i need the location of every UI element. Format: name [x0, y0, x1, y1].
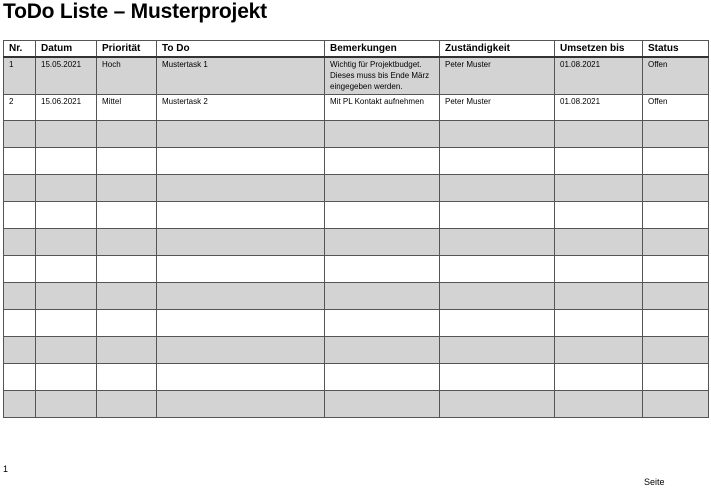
empty-cell	[4, 175, 36, 202]
todo-table	[3, 40, 709, 418]
table-row-empty	[4, 337, 709, 364]
empty-cell	[643, 310, 709, 337]
empty-cell	[440, 364, 555, 391]
empty-cell	[643, 256, 709, 283]
empty-cell	[325, 175, 440, 202]
footer-page-label: Seite	[644, 477, 665, 487]
empty-cell	[325, 283, 440, 310]
empty-cell	[36, 229, 97, 256]
empty-cell	[325, 256, 440, 283]
empty-cell	[157, 121, 325, 148]
empty-cell	[157, 310, 325, 337]
table-row-empty	[4, 175, 709, 202]
empty-cell	[325, 310, 440, 337]
empty-cell	[555, 364, 643, 391]
cell-umsetzen-bis: 01.08.2021	[555, 95, 643, 121]
table-row-empty	[4, 229, 709, 256]
empty-cell	[643, 121, 709, 148]
empty-cell	[555, 202, 643, 229]
column-header-bemerkungen: Bemerkungen	[325, 41, 440, 58]
empty-cell	[157, 256, 325, 283]
cell-prioritaet: Mittel	[97, 95, 157, 121]
empty-cell	[555, 121, 643, 148]
table-row-empty	[4, 310, 709, 337]
table-row-empty	[4, 202, 709, 229]
empty-cell	[157, 364, 325, 391]
column-header-zustaendigkeit: Zuständigkeit	[440, 41, 555, 58]
cell-zustaendigkeit: Peter Muster	[440, 95, 555, 121]
empty-cell	[643, 364, 709, 391]
empty-cell	[157, 337, 325, 364]
empty-cell	[440, 283, 555, 310]
table-row-empty	[4, 364, 709, 391]
empty-cell	[555, 148, 643, 175]
cell-nr: 1	[4, 57, 36, 95]
empty-cell	[4, 283, 36, 310]
empty-cell	[555, 229, 643, 256]
empty-cell	[4, 337, 36, 364]
empty-cell	[97, 364, 157, 391]
cell-prioritaet: Hoch	[97, 57, 157, 95]
empty-cell	[97, 121, 157, 148]
empty-cell	[325, 121, 440, 148]
empty-cell	[643, 229, 709, 256]
empty-cell	[440, 256, 555, 283]
empty-cell	[157, 148, 325, 175]
column-header-nr: Nr.	[4, 41, 36, 58]
empty-cell	[440, 202, 555, 229]
header-row	[4, 41, 709, 58]
empty-cell	[555, 310, 643, 337]
empty-rows	[4, 121, 709, 418]
empty-cell	[4, 202, 36, 229]
empty-cell	[325, 337, 440, 364]
cell-datum: 15.05.2021	[36, 57, 97, 95]
empty-cell	[325, 229, 440, 256]
empty-cell	[440, 148, 555, 175]
column-header-prioritaet: Priorität	[97, 41, 157, 58]
empty-cell	[325, 391, 440, 418]
empty-cell	[36, 337, 97, 364]
empty-cell	[36, 175, 97, 202]
table-row	[4, 95, 709, 121]
empty-cell	[440, 391, 555, 418]
table-row-empty	[4, 283, 709, 310]
empty-cell	[36, 364, 97, 391]
empty-cell	[555, 283, 643, 310]
table-row	[4, 57, 709, 95]
cell-todo: Mustertask 2	[157, 95, 325, 121]
empty-cell	[157, 283, 325, 310]
cell-todo: Mustertask 1	[157, 57, 325, 95]
empty-cell	[643, 175, 709, 202]
empty-cell	[440, 310, 555, 337]
empty-cell	[440, 175, 555, 202]
page-title: ToDo Liste – Musterprojekt	[3, 0, 267, 23]
empty-cell	[97, 310, 157, 337]
cell-nr: 2	[4, 95, 36, 121]
empty-cell	[325, 364, 440, 391]
cell-zustaendigkeit: Peter Muster	[440, 57, 555, 95]
empty-cell	[325, 148, 440, 175]
empty-cell	[157, 202, 325, 229]
empty-cell	[4, 310, 36, 337]
empty-cell	[643, 391, 709, 418]
empty-cell	[643, 148, 709, 175]
empty-cell	[643, 337, 709, 364]
empty-cell	[555, 337, 643, 364]
empty-cell	[36, 256, 97, 283]
column-header-umsetzen-bis: Umsetzen bis	[555, 41, 643, 58]
column-header-todo: To Do	[157, 41, 325, 58]
empty-cell	[97, 175, 157, 202]
cell-status: Offen	[643, 95, 709, 121]
empty-cell	[157, 391, 325, 418]
empty-cell	[97, 337, 157, 364]
empty-cell	[4, 391, 36, 418]
empty-cell	[157, 229, 325, 256]
empty-cell	[97, 229, 157, 256]
empty-cell	[4, 229, 36, 256]
empty-cell	[36, 202, 97, 229]
empty-cell	[4, 121, 36, 148]
cell-datum: 15.06.2021	[36, 95, 97, 121]
empty-cell	[440, 229, 555, 256]
cell-status: Offen	[643, 57, 709, 95]
footer-page-number: 1	[3, 464, 9, 474]
cell-umsetzen-bis: 01.08.2021	[555, 57, 643, 95]
column-header-status: Status	[643, 41, 709, 58]
empty-cell	[643, 283, 709, 310]
empty-cell	[97, 391, 157, 418]
empty-cell	[36, 121, 97, 148]
empty-cell	[4, 256, 36, 283]
empty-cell	[97, 202, 157, 229]
cell-bemerkungen: Wichtig für Projektbudget. Dieses muss bis Ende März eingegeben werden.	[325, 57, 440, 95]
table-row-empty	[4, 391, 709, 418]
table-row-empty	[4, 256, 709, 283]
empty-cell	[36, 391, 97, 418]
empty-cell	[157, 175, 325, 202]
table-row-empty	[4, 121, 709, 148]
empty-cell	[555, 175, 643, 202]
empty-cell	[36, 310, 97, 337]
empty-cell	[4, 364, 36, 391]
empty-cell	[4, 148, 36, 175]
empty-cell	[325, 202, 440, 229]
empty-cell	[97, 256, 157, 283]
empty-cell	[97, 148, 157, 175]
empty-cell	[643, 202, 709, 229]
empty-cell	[36, 148, 97, 175]
empty-cell	[36, 283, 97, 310]
empty-cell	[555, 256, 643, 283]
empty-cell	[440, 121, 555, 148]
empty-cell	[555, 391, 643, 418]
cell-bemerkungen: Mit PL Kontakt aufnehmen	[325, 95, 440, 121]
empty-cell	[440, 337, 555, 364]
empty-cell	[97, 283, 157, 310]
column-header-datum: Datum	[36, 41, 97, 58]
table-row-empty	[4, 148, 709, 175]
